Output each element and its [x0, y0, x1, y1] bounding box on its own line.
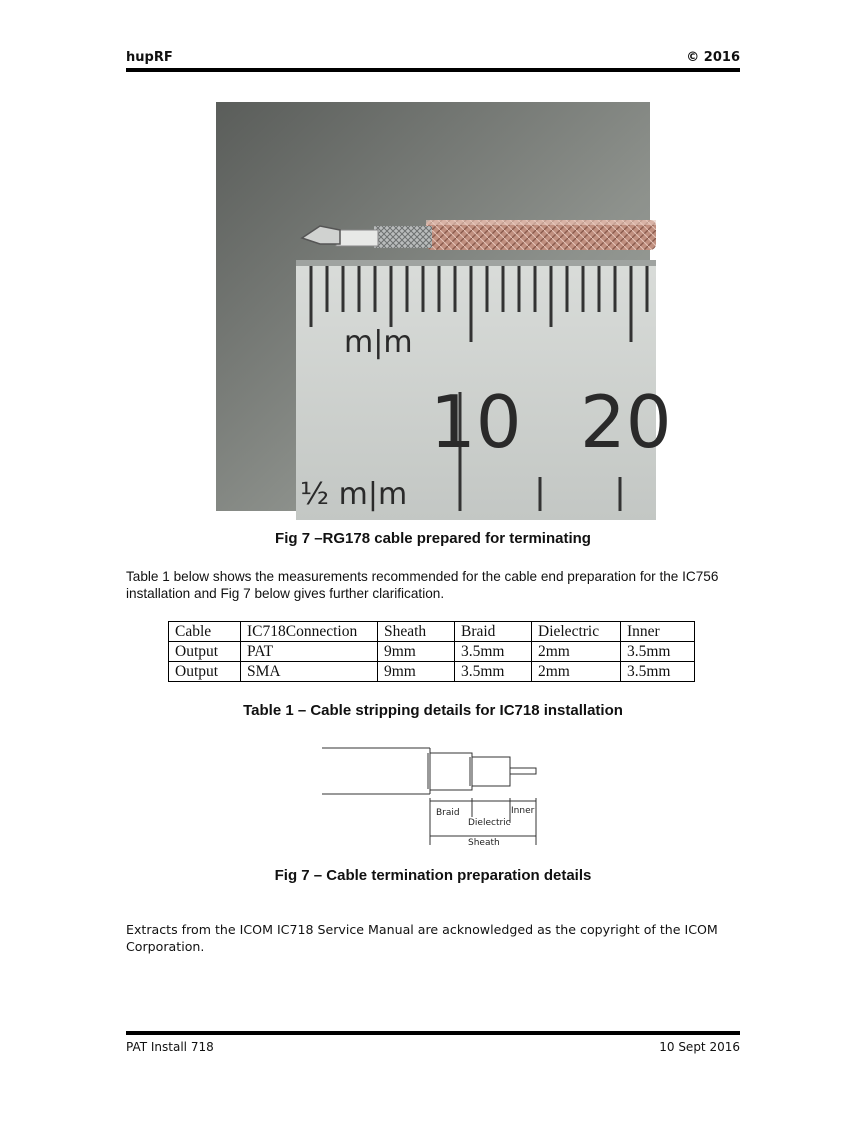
footer-left-text: PAT Install 718	[126, 1040, 214, 1054]
diagram-label-inner: Inner	[511, 806, 535, 816]
table-cell: 3.5mm	[621, 662, 695, 682]
table-cell: 9mm	[378, 662, 455, 682]
cable-photo	[216, 102, 672, 512]
diagram-label-dielectric: Dielectric	[468, 818, 511, 828]
diagram-label-sheath: Sheath	[468, 838, 500, 848]
table-header-cell: IC718Connection	[241, 622, 378, 642]
table-cell: 2mm	[532, 662, 621, 682]
ruler-label-bottom: ½ m|m	[300, 477, 408, 512]
page-header	[126, 50, 740, 65]
footer-rule	[126, 1031, 740, 1035]
table-header-cell: Cable	[169, 622, 241, 642]
table-header-cell: Sheath	[378, 622, 455, 642]
table-row	[169, 662, 695, 682]
ruler-number-10: 10	[430, 380, 522, 464]
header-right-text: © 2016	[686, 50, 740, 65]
ruler-label-top: m|m	[344, 325, 413, 360]
page-footer	[126, 1040, 740, 1054]
footer-right-text: 10 Sept 2016	[659, 1040, 740, 1054]
table-header-row	[169, 622, 695, 642]
acknowledgement-paragraph: Extracts from the ICOM IC718 Service Manual are acknowledged as the copyright of the ICOM Corporation.	[126, 922, 718, 954]
intro-paragraph: Table 1 below shows the measurements recommended for the cable end preparation for the IC756 installation and Fig 7 below gives further clarification.	[126, 569, 719, 601]
table-cell: Output	[169, 662, 241, 682]
table-cell: 3.5mm	[455, 642, 532, 662]
cable-photo-illustration	[216, 102, 672, 512]
table-cell: Output	[169, 642, 241, 662]
ruler-number-20: 20	[580, 380, 672, 464]
table-header-cell: Inner	[621, 622, 695, 642]
table-cell: 2mm	[532, 642, 621, 662]
table-row	[169, 642, 695, 662]
diagram-label-braid: Braid	[436, 808, 460, 818]
table-cell: SMA	[241, 662, 378, 682]
table-cell: PAT	[241, 642, 378, 662]
table-header-cell: Braid	[455, 622, 532, 642]
cable-termination-diagram	[320, 745, 540, 850]
table-header-cell: Dielectric	[532, 622, 621, 642]
fig7-diagram-caption: Fig 7 – Cable termination preparation details	[274, 867, 592, 884]
header-left-text: hupRF	[126, 50, 173, 65]
header-rule	[126, 68, 740, 72]
table-cell: 3.5mm	[455, 662, 532, 682]
table-caption: Table 1 – Cable stripping details for IC718 installation	[243, 702, 623, 719]
table-cell: 9mm	[378, 642, 455, 662]
fig7-photo-caption: Fig 7 –RG178 cable prepared for terminating	[275, 530, 591, 547]
stripping-table	[168, 621, 695, 682]
table-cell: 3.5mm	[621, 642, 695, 662]
